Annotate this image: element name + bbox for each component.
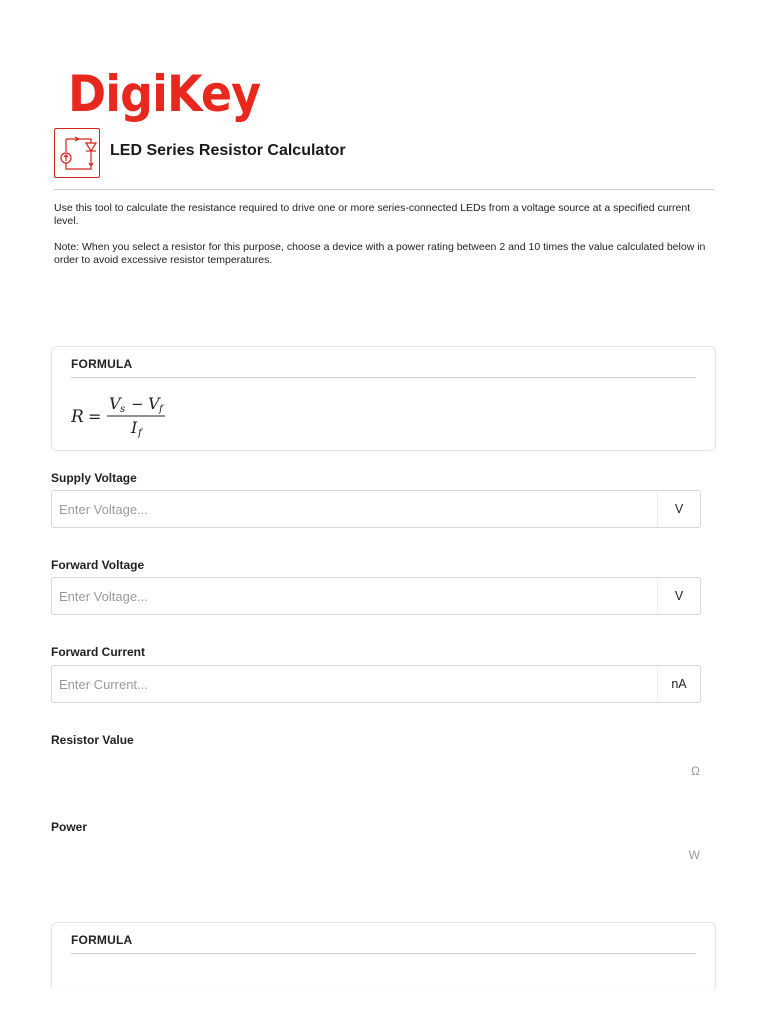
forward-current-label: Forward Current [51, 645, 146, 659]
forward-current-group [51, 665, 701, 703]
resistor-formula [71, 389, 191, 444]
formula-vf-sub: f [159, 404, 163, 415]
forward-voltage-group [51, 577, 701, 615]
supply-voltage-input[interactable] [52, 491, 657, 527]
power-unit: W [688, 848, 700, 862]
power-label: Power [51, 820, 88, 834]
forward-voltage-unit: V [657, 578, 700, 614]
power-formula-card-title: FORMULA [71, 933, 133, 947]
formula-vf: V [148, 394, 160, 413]
formula-vs-sub: s [120, 404, 126, 415]
formula-minus: − [131, 395, 144, 413]
page-title: LED Series Resistor Calculator [110, 142, 346, 159]
formula-if-sub: f [138, 428, 142, 439]
supply-voltage-label: Supply Voltage [51, 471, 137, 485]
led-circuit-icon [54, 128, 100, 178]
formula-vs: V [109, 394, 121, 413]
formula-card-divider [71, 377, 696, 378]
title-divider [54, 189, 714, 190]
formula-if: I [131, 418, 138, 437]
digikey-logo[interactable] [68, 62, 277, 126]
note-text: Note: When you select a resistor for this purpose, choose a device with a power rating between 2 and 10 times the value calculated below in order to avoid excessive resistor temperatures. [54, 241, 706, 266]
formula-equals: = [88, 407, 102, 426]
resistor-value-unit: Ω [691, 764, 700, 778]
supply-voltage-unit: V [657, 491, 700, 527]
intro-text: Use this tool to calculate the resistance required to drive one or more series-connected LEDs from a voltage source at a specified current level. [54, 202, 691, 227]
formula-card-title: FORMULA [71, 357, 133, 371]
forward-current-input[interactable] [52, 666, 657, 702]
forward-current-unit-select[interactable]: nA [657, 666, 700, 702]
forward-voltage-label: Forward Voltage [51, 558, 145, 572]
formula-lhs: R [71, 407, 84, 427]
supply-voltage-group [51, 490, 701, 528]
logo-text: DigiKey [68, 65, 261, 123]
forward-voltage-input[interactable] [52, 578, 657, 614]
resistor-value-label: Resistor Value [51, 733, 134, 747]
power-formula-card-divider [71, 953, 696, 954]
formula-card [51, 346, 716, 451]
power-formula-card [51, 922, 716, 988]
